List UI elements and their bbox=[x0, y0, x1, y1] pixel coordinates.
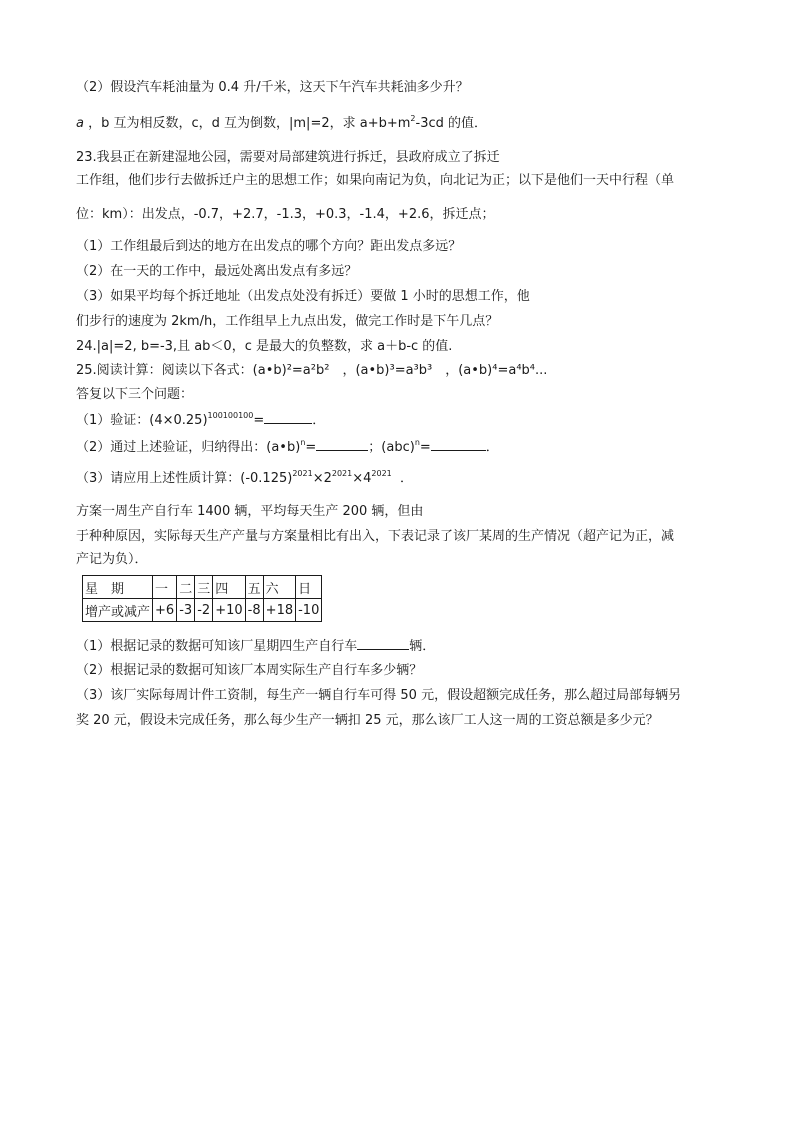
production-intro-cont: 于种种原因，实际每天生产产量与方案量相比有出入，下表记录了该厂某周的生产情况（超产记为正，减 bbox=[76, 529, 675, 544]
q24: 24.|a|=2, b=-3,且 ab＜0，c 是最大的负整数，求 a＋b-c 的值. bbox=[76, 339, 453, 354]
day-cell: 四 bbox=[213, 576, 245, 599]
day-cell: 五 bbox=[245, 576, 263, 599]
value-cell: +6 bbox=[153, 599, 177, 622]
row-label-cell: 增产或减产 bbox=[83, 599, 153, 622]
q25-part-1: （1）验证：$(4\times 0.25)^{100100100}=$ ． bbox=[76, 410, 326, 428]
value-cell: +18 bbox=[263, 599, 295, 622]
q23-data: 位：km）：出发点，-0.7，+2.7，-1.3，+0.3，-1.4，+2.6，拆迁点； bbox=[76, 207, 495, 222]
day-cell: 日 bbox=[296, 576, 322, 599]
day-cell: 三 bbox=[195, 576, 213, 599]
production-part-3-cont: 奖 20 元，假设未完成任务，那么每少生产一辆扣 25 元，那么该厂工人这一周的工资总额是多少元？ bbox=[76, 713, 659, 728]
value-cell: -2 bbox=[195, 599, 213, 622]
q25-answer-prompt: 答复以下三个问题： bbox=[76, 387, 194, 402]
production-part-1: （1）根据记录的数据可知该厂星期四生产自行车 辆． bbox=[76, 639, 436, 654]
fuel-question-2: （2）假设汽车耗油量为 0.4 升/千米，这天下午汽车共耗油多少升？ bbox=[76, 80, 469, 95]
production-part-3: （3）该厂实际每周计件工资制，每生产一辆自行车可得 50 元，假设超额完成任务，那么超过局部每辆另 bbox=[76, 688, 682, 703]
q23-part-3: （3）如果平均每个拆迁地址（出发点处没有拆迁）要做 1 小时的思想工作，他 bbox=[76, 289, 530, 304]
answer-blank[interactable] bbox=[316, 438, 368, 451]
header-cell: 星 期 bbox=[83, 576, 153, 599]
value-cell: +10 bbox=[213, 599, 245, 622]
q23-intro: 23.我县正在新建湿地公园，需要对局部建筑进行拆迁，县政府成立了拆迁 bbox=[76, 150, 500, 165]
table-row bbox=[83, 576, 322, 599]
q23-part-3-cont: 们步行的速度为 2km/h，工作组早上九点出发，做完工作时是下午几点？ bbox=[76, 314, 499, 329]
table-row bbox=[83, 599, 322, 622]
value-cell: -8 bbox=[245, 599, 263, 622]
value-cell: -3 bbox=[177, 599, 195, 622]
answer-blank[interactable] bbox=[264, 411, 312, 424]
day-cell: 二 bbox=[177, 576, 195, 599]
q25-part-2: （2）通过上述验证，归纳得出：(a•b)$^n$= ；(abc)$^n$= ． bbox=[76, 437, 499, 455]
answer-blank[interactable] bbox=[431, 438, 486, 451]
answer-blank[interactable] bbox=[357, 637, 409, 650]
production-table bbox=[82, 575, 322, 622]
q23-part-2: （2）在一天的工作中，最远处离出发点有多远？ bbox=[76, 264, 358, 279]
q25-intro: 25.阅读计算：阅读以下各式：(a•b)²=a²b² ，(a•b)³=a³b³ ，(a•b)⁴=a⁴b⁴... bbox=[76, 363, 548, 378]
production-part-2: （2）根据记录的数据可知该厂本周实际生产自行车多少辆？ bbox=[76, 663, 423, 678]
production-intro: 方案一周生产自行车 1400 辆，平均每天生产 200 辆，但由 bbox=[76, 504, 424, 519]
q23-intro-cont: 工作组，他们步行去做拆迁户主的思想工作；如果向南记为负，向北记为正；以下是他们一天中行程（单 bbox=[76, 173, 675, 188]
q25-part-3: （3）请应用上述性质计算：$(-0.125)^{2021}\times 2^{2021}\times 4^{2021}$ ． bbox=[76, 468, 414, 486]
day-cell: 一 bbox=[153, 576, 177, 599]
q23-part-1: （1）工作组最后到达的地方在出发点的哪个方向？距出发点多远？ bbox=[76, 239, 462, 254]
var-a: a bbox=[76, 116, 84, 131]
production-intro-end: 产记为负）． bbox=[76, 552, 148, 567]
day-cell: 六 bbox=[263, 576, 295, 599]
value-cell: -10 bbox=[296, 599, 322, 622]
algebra-question: a ，b 互为相反数，c，d 互为倒数，|m|=2，求 $a+b+m^2-3cd$ 的值． bbox=[76, 113, 487, 131]
